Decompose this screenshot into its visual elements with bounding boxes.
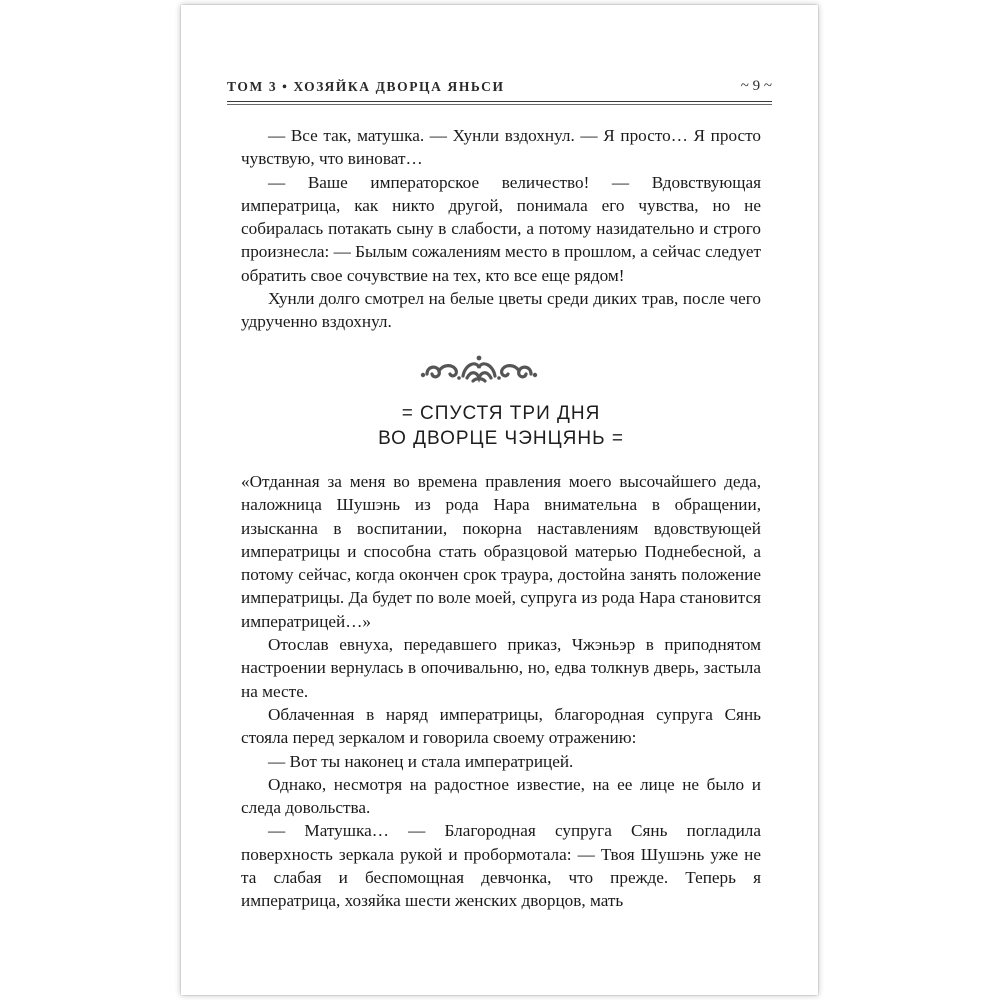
paragraph: — Вот ты наконец и стала императрицей. [268, 751, 574, 771]
running-title: ТОМ 3 • ХОЗЯЙКА ДВОРЦА ЯНЬСИ [227, 79, 505, 94]
paragraph: — Ваше императорское величество! — Вдовствующая императрица, как никто другой, понимала его чувства, но не собиралась потакать сыну в слабости, а потому назидательно и строго произнесла: — Былым сожалениям место в прошлом, а сейчас следует обратить свое сочувствие на тех, кто все еще рядом! [241, 172, 761, 285]
paragraph: — Все так, матушка. — Хунли вздохнул. — Я просто… Я просто чувствую, что виноват… [241, 126, 761, 169]
text-block-bottom [241, 470, 761, 913]
paragraph: «Отданная за меня во времена правления моего высочайшего деда, наложница Шушэнь из рода Нара внимательна в обращении, изысканна в воспитании, покорна наставлениям вдовствующей императрицы и способна стать образцовой матерью Поднебесной, а потому сейчас, когда окончен срок траура, достойна занять положение императрицы. Да будет по воле моей, супруга из рода Нара становится императрицей…» [241, 472, 761, 631]
header-rule-thin [227, 104, 772, 105]
paragraph: Отослав евнуха, передавшего приказ, Чжэньэр в приподнятом настроении вернулась в опочивальню, но, едва толкнув дверь, застыла на месте. [241, 635, 761, 701]
section-heading [241, 401, 761, 451]
paragraph: Однако, несмотря на радостное известие, на ее лице не было и следа довольства. [241, 774, 761, 818]
header-rule [227, 101, 772, 102]
running-header [227, 77, 772, 101]
section-heading-line: = СПУСТЯ ТРИ ДНЯ [401, 403, 601, 424]
page-number: ~ 9 ~ [740, 78, 772, 94]
ornament-divider-icon [419, 354, 539, 386]
section-heading-line: ВО ДВОРЦЕ ЧЭНЦЯНЬ = [378, 428, 624, 449]
book-page [181, 5, 818, 995]
paragraph: Облаченная в наряд императрицы, благородная супруга Сянь стояла перед зеркалом и говорила своему отражению: [241, 704, 761, 748]
text-block-top [241, 124, 761, 334]
paragraph: — Матушка… — Благородная супруга Сянь погладила поверхность зеркала рукой и пробормотала: — Твоя Шушэнь уже не та слабая и беспомощная девчонка, что прежде. Теперь я императрица, хозяйка шести женских дворцов, мать [241, 821, 761, 911]
paragraph: Хунли долго смотрел на белые цветы среди диких трав, после чего удрученно вздохнул. [241, 289, 761, 332]
